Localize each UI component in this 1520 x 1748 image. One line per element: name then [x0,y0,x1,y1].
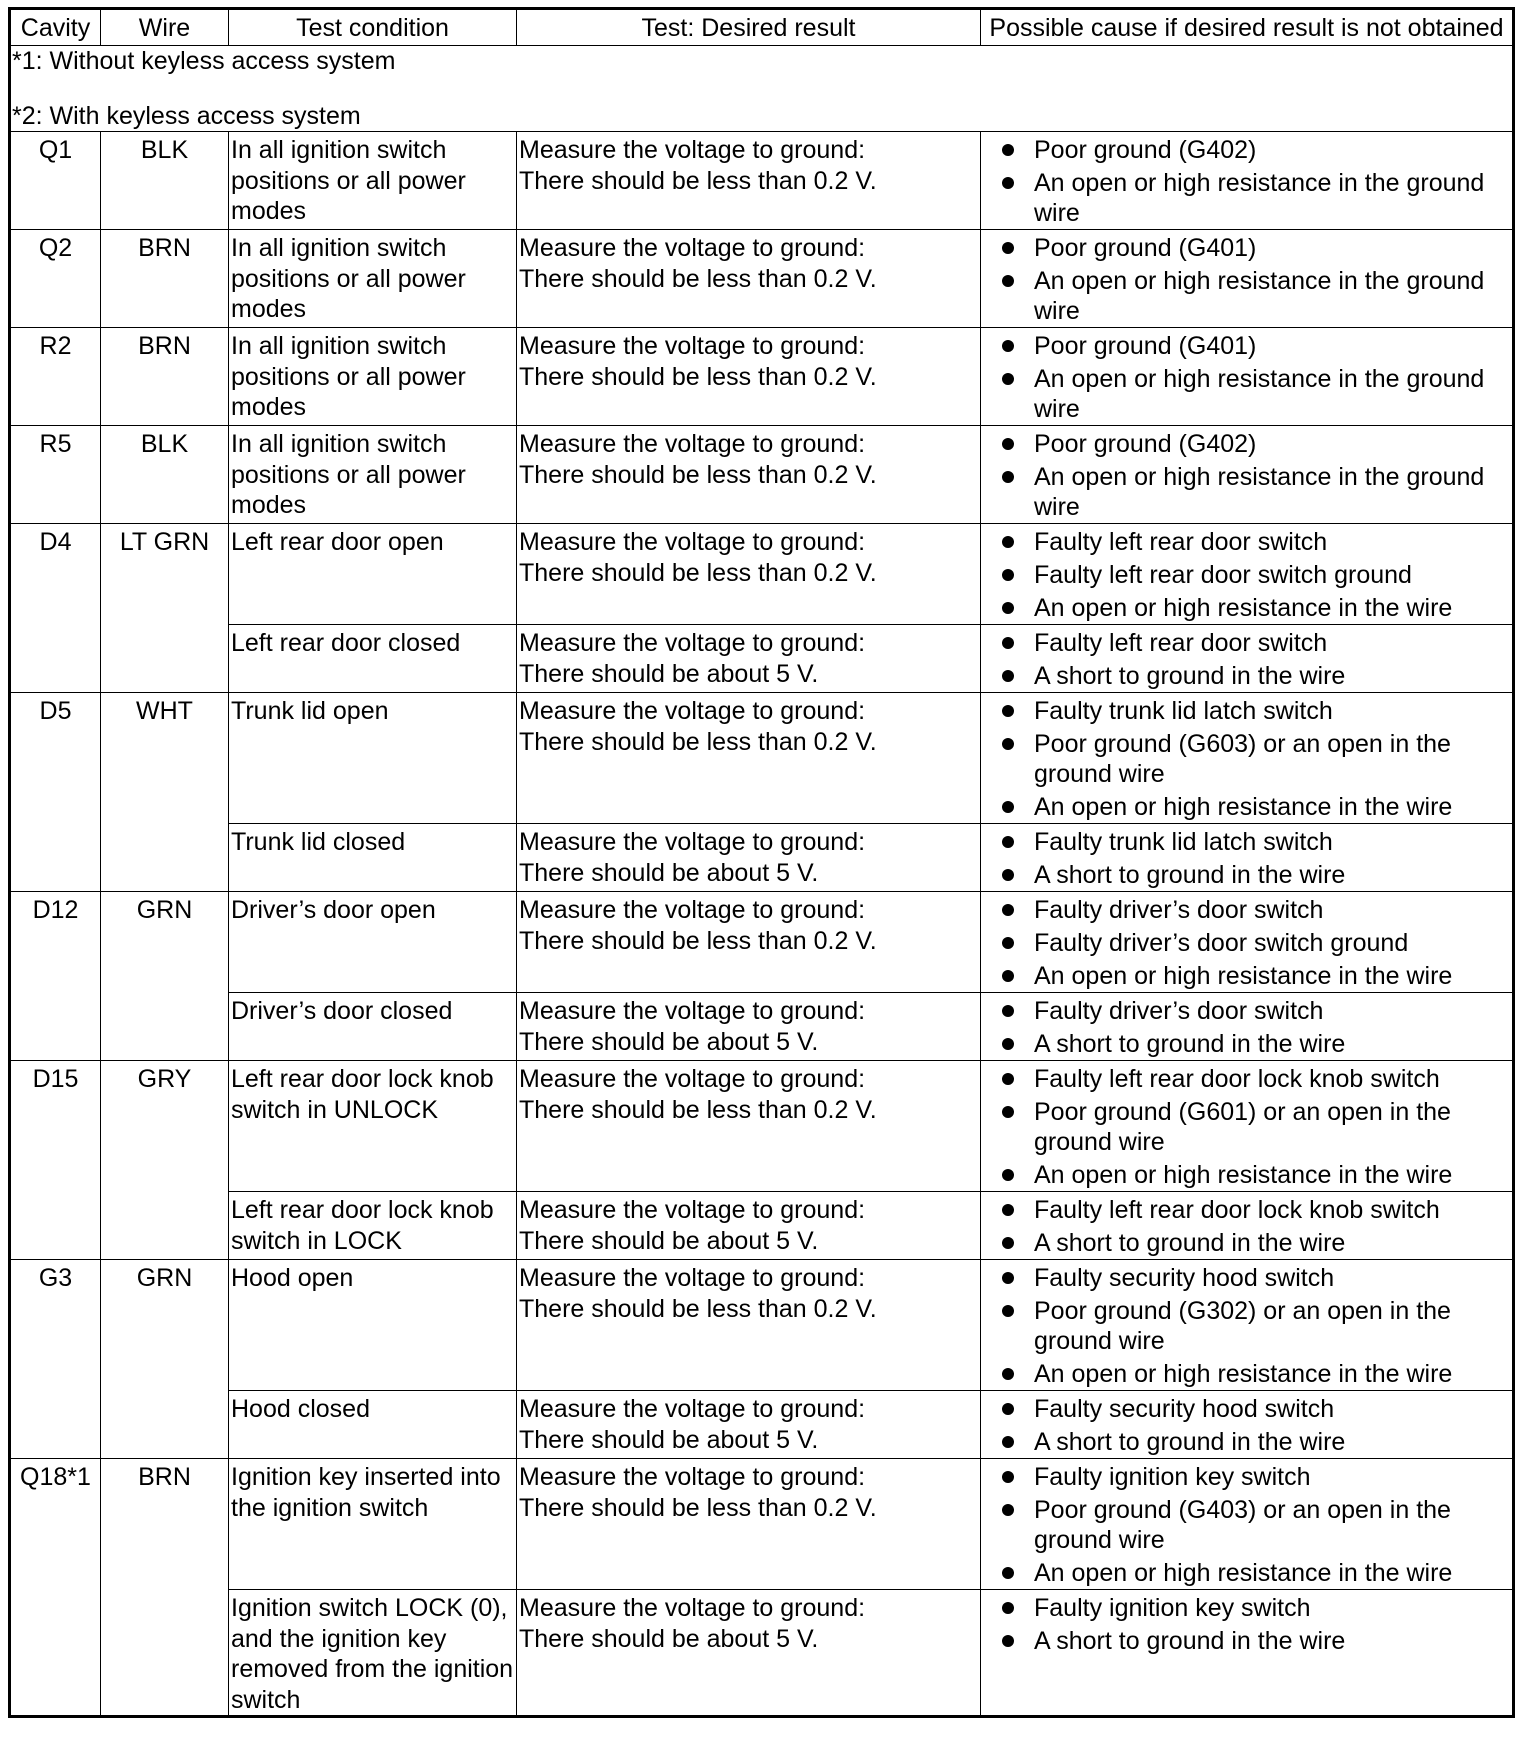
bullet-icon [1002,1567,1014,1579]
desired-result-cell [517,1391,981,1459]
result-line: Measure the voltage to ground: [519,997,866,1025]
cause-text: Poor ground (G403) or an open in the ground wire [1034,1496,1451,1554]
bullet-icon [1002,1635,1014,1647]
cause-list-item [997,1359,1508,1389]
cause-text: A short to ground in the wire [1034,1229,1346,1257]
bullet-icon [1002,1504,1014,1516]
cavity-cell: D4 [10,524,101,693]
result-line: There should be about 5 V. [519,659,819,688]
bullet-icon [1002,637,1014,649]
possible-cause-cell [981,1061,1514,1192]
table-row [10,625,1514,693]
bullet-icon [1002,1305,1014,1317]
cause-list-item [997,462,1508,522]
table-row [10,1459,1514,1590]
test-condition-cell: Left rear door open [229,524,517,625]
cause-list-item [997,1029,1508,1059]
result-line: There should be less than 0.2 V. [519,1095,877,1124]
bullet-icon [1002,275,1014,287]
cause-text: An open or high resistance in the wire [1034,793,1453,821]
header-row [10,9,1514,46]
test-condition-cell: Left rear door lock knob switch in UNLOCK [229,1061,517,1192]
cause-text: An open or high resistance in the ground wire [1034,365,1485,423]
result-line: There should be less than 0.2 V. [519,926,877,955]
bullet-icon [1002,738,1014,750]
bullet-icon [1002,1403,1014,1415]
cause-text: Faulty driver’s door switch [1034,997,1324,1025]
bullet-icon [1002,1073,1014,1085]
bullet-icon [1002,1005,1014,1017]
wire-color-cell: BRN [101,328,229,426]
cause-list [997,628,1508,691]
result-line: There should be about 5 V. [519,1624,819,1653]
cause-list-item [997,996,1508,1026]
cause-list [997,1263,1508,1389]
possible-cause-cell [981,426,1514,524]
result-line: There should be less than 0.2 V. [519,264,877,293]
result-line: Measure the voltage to ground: [519,1463,866,1491]
table-row [10,524,1514,625]
cause-list-item [997,1228,1508,1258]
footnotes-cell [10,46,1514,132]
bullet-icon [1002,869,1014,881]
table-row [10,1590,1514,1717]
possible-cause-cell [981,1391,1514,1459]
cause-list-item [997,1160,1508,1190]
result-line: Measure the voltage to ground: [519,1594,866,1622]
cause-list [997,996,1508,1059]
bullet-icon [1002,970,1014,982]
cause-text: Faulty left rear door lock knob switch [1034,1065,1440,1093]
cavity-cell: D15 [10,1061,101,1260]
cause-list [997,429,1508,522]
test-condition-cell: Driver’s door open [229,892,517,993]
bullet-icon [1002,1038,1014,1050]
bullet-icon [1002,1471,1014,1483]
test-condition-cell: In all ignition switch positions or all power modes [229,132,517,230]
cause-list-item [997,895,1508,925]
wire-color-cell: BRN [101,230,229,328]
cause-text: Poor ground (G603) or an open in the ground wire [1034,730,1451,788]
possible-cause-cell [981,1590,1514,1717]
cause-text: Poor ground (G402) [1034,430,1257,458]
cause-list-item [997,429,1508,459]
bullet-icon [1002,177,1014,189]
cause-list-item [997,1097,1508,1157]
cause-list-item [997,364,1508,424]
cause-list [997,827,1508,890]
bullet-icon [1002,536,1014,548]
cause-text: Poor ground (G401) [1034,332,1257,360]
bullet-icon [1002,670,1014,682]
result-line: Measure the voltage to ground: [519,629,866,657]
desired-result-cell [517,1061,981,1192]
desired-result-cell [517,1260,981,1391]
cause-text: Faulty left rear door switch [1034,528,1328,556]
wire-color-cell: BLK [101,426,229,524]
cause-text: An open or high resistance in the wire [1034,1559,1453,1587]
result-line: Measure the voltage to ground: [519,697,866,725]
cause-list-item [997,1195,1508,1225]
possible-cause-cell [981,328,1514,426]
result-line: Measure the voltage to ground: [519,136,866,164]
cause-text: Poor ground (G401) [1034,234,1257,262]
cause-list-item [997,1495,1508,1555]
cause-list-item [997,696,1508,726]
cause-list [997,1593,1508,1656]
cause-list-item [997,168,1508,228]
bullet-icon [1002,340,1014,352]
cause-text: A short to ground in the wire [1034,1428,1346,1456]
cause-list-item [997,961,1508,991]
bullet-icon [1002,569,1014,581]
result-line: Measure the voltage to ground: [519,1264,866,1292]
table-row [10,1061,1514,1192]
test-condition-cell: Left rear door lock knob switch in LOCK [229,1192,517,1260]
bullet-icon [1002,1204,1014,1216]
result-line: Measure the voltage to ground: [519,1065,866,1093]
desired-result-cell [517,132,981,230]
bullet-icon [1002,373,1014,385]
cause-text: Poor ground (G601) or an open in the ground wire [1034,1098,1451,1156]
bullet-icon [1002,801,1014,813]
possible-cause-cell [981,993,1514,1061]
header-cavity: Cavity [10,9,101,46]
cause-list-item [997,1462,1508,1492]
cause-text: A short to ground in the wire [1034,662,1346,690]
notes-row [10,46,1514,132]
table-row [10,328,1514,426]
cause-text: Faulty left rear door switch ground [1034,561,1412,589]
cause-text: Faulty security hood switch [1034,1264,1335,1292]
cause-list-item [997,1296,1508,1356]
desired-result-cell [517,426,981,524]
possible-cause-cell [981,132,1514,230]
cause-list-item [997,661,1508,691]
possible-cause-cell [981,625,1514,693]
result-line: There should be less than 0.2 V. [519,362,877,391]
circuit-test-document [8,7,1512,1718]
cause-list-item [997,1064,1508,1094]
cause-text: Faulty driver’s door switch ground [1034,929,1409,957]
result-line: Measure the voltage to ground: [519,1196,866,1224]
cause-text: Faulty security hood switch [1034,1395,1335,1423]
result-line: There should be less than 0.2 V. [519,727,877,756]
table-row [10,426,1514,524]
cause-list-item [997,560,1508,590]
test-condition-cell: Left rear door closed [229,625,517,693]
bullet-icon [1002,1368,1014,1380]
cause-list [997,527,1508,623]
desired-result-cell [517,693,981,824]
result-line: There should be less than 0.2 V. [519,460,877,489]
result-line: There should be about 5 V. [519,1425,819,1454]
desired-result-cell [517,1590,981,1717]
result-line: Measure the voltage to ground: [519,234,866,262]
result-line: There should be less than 0.2 V. [519,1294,877,1323]
wire-color-cell: GRN [101,892,229,1061]
header-possible-cause: Possible cause if desired result is not obtained [981,9,1514,46]
desired-result-cell [517,230,981,328]
cause-text: An open or high resistance in the ground wire [1034,463,1485,521]
desired-result-cell [517,625,981,693]
wire-color-cell: GRY [101,1061,229,1260]
cause-list-item [997,860,1508,890]
footnote-1: *1: Without keyless access system [12,47,396,75]
result-line: Measure the voltage to ground: [519,430,866,458]
cause-list-item [997,1427,1508,1457]
result-line: Measure the voltage to ground: [519,828,866,856]
result-line: There should be less than 0.2 V. [519,558,877,587]
cause-list-item [997,1626,1508,1656]
bullet-icon [1002,1169,1014,1181]
cavity-cell: Q2 [10,230,101,328]
test-condition-cell: Hood open [229,1260,517,1391]
table-row [10,993,1514,1061]
cause-list-item [997,135,1508,165]
table-row [10,230,1514,328]
result-line: There should be about 5 V. [519,858,819,887]
possible-cause-cell [981,693,1514,824]
cavity-cell: R5 [10,426,101,524]
wire-color-cell: GRN [101,1260,229,1459]
result-line: Measure the voltage to ground: [519,528,866,556]
cause-list [997,1462,1508,1588]
bullet-icon [1002,471,1014,483]
cause-text: Faulty left rear door lock knob switch [1034,1196,1440,1224]
test-condition-cell: In all ignition switch positions or all power modes [229,328,517,426]
bullet-icon [1002,1106,1014,1118]
cause-text: An open or high resistance in the ground wire [1034,267,1485,325]
result-line: Measure the voltage to ground: [519,1395,866,1423]
desired-result-cell [517,328,981,426]
cavity-cell: Q18*1 [10,1459,101,1717]
test-condition-cell: Ignition switch LOCK (0), and the ignition key removed from the ignition switch [229,1590,517,1717]
bullet-icon [1002,602,1014,614]
result-line: Measure the voltage to ground: [519,896,866,924]
table-row [10,1192,1514,1260]
cause-list [997,135,1508,228]
cause-list-item [997,233,1508,263]
cavity-cell: D5 [10,693,101,892]
cause-text: An open or high resistance in the wire [1034,962,1453,990]
cause-list-item [997,1558,1508,1588]
cause-list-item [997,928,1508,958]
desired-result-cell [517,993,981,1061]
test-condition-cell: Hood closed [229,1391,517,1459]
table-row [10,693,1514,824]
bullet-icon [1002,242,1014,254]
cause-list-item [997,792,1508,822]
cause-list [997,1394,1508,1457]
bullet-icon [1002,1272,1014,1284]
desired-result-cell [517,1459,981,1590]
cause-list-item [997,628,1508,658]
input-test-table [8,7,1515,1718]
possible-cause-cell [981,892,1514,993]
bullet-icon [1002,438,1014,450]
result-line: Measure the voltage to ground: [519,332,866,360]
possible-cause-cell [981,1459,1514,1590]
cavity-cell: G3 [10,1260,101,1459]
cavity-cell: Q1 [10,132,101,230]
cause-text: Faulty left rear door switch [1034,629,1328,657]
result-line: There should be less than 0.2 V. [519,1493,877,1522]
test-condition-cell: Ignition key inserted into the ignition switch [229,1459,517,1590]
desired-result-cell [517,524,981,625]
result-line: There should be about 5 V. [519,1226,819,1255]
cause-list [997,233,1508,326]
bullet-icon [1002,904,1014,916]
desired-result-cell [517,824,981,892]
cause-text: Faulty ignition key switch [1034,1594,1311,1622]
bullet-icon [1002,705,1014,717]
header-test-condition: Test condition [229,9,517,46]
cause-text: An open or high resistance in the ground wire [1034,169,1485,227]
desired-result-cell [517,892,981,993]
cavity-cell: R2 [10,328,101,426]
cavity-cell: D12 [10,892,101,1061]
test-condition-cell: Trunk lid closed [229,824,517,892]
possible-cause-cell [981,1260,1514,1391]
wire-color-cell: BRN [101,1459,229,1717]
cause-text: A short to ground in the wire [1034,1627,1346,1655]
table-row [10,1260,1514,1391]
bullet-icon [1002,1602,1014,1614]
possible-cause-cell [981,824,1514,892]
cause-text: Faulty ignition key switch [1034,1463,1311,1491]
cause-list [997,895,1508,991]
cause-list [997,696,1508,822]
result-line: There should be about 5 V. [519,1027,819,1056]
cause-list-item [997,331,1508,361]
wire-color-cell: WHT [101,693,229,892]
bullet-icon [1002,1436,1014,1448]
cause-list-item [997,593,1508,623]
wire-color-cell: LT GRN [101,524,229,693]
table-row [10,132,1514,230]
cause-list-item [997,729,1508,789]
test-condition-cell: In all ignition switch positions or all power modes [229,230,517,328]
result-line: There should be less than 0.2 V. [519,166,877,195]
wire-color-cell: BLK [101,132,229,230]
desired-result-cell [517,1192,981,1260]
test-condition-cell: Driver’s door closed [229,993,517,1061]
cause-list-item [997,1593,1508,1623]
bullet-icon [1002,836,1014,848]
bullet-icon [1002,144,1014,156]
table-row [10,892,1514,993]
table-row [10,824,1514,892]
cause-list [997,331,1508,424]
cause-text: Poor ground (G402) [1034,136,1257,164]
bullet-icon [1002,937,1014,949]
header-desired-result: Test: Desired result [517,9,981,46]
cause-text: Faulty trunk lid latch switch [1034,697,1333,725]
cause-list-item [997,1263,1508,1293]
cause-text: Poor ground (G302) or an open in the ground wire [1034,1297,1451,1355]
cause-list-item [997,827,1508,857]
cause-text: A short to ground in the wire [1034,861,1346,889]
cause-text: An open or high resistance in the wire [1034,594,1453,622]
cause-text: An open or high resistance in the wire [1034,1360,1453,1388]
table-row [10,1391,1514,1459]
header-wire: Wire [101,9,229,46]
cause-list-item [997,1394,1508,1424]
test-condition-cell: Trunk lid open [229,693,517,824]
cause-list [997,1064,1508,1190]
cause-list [997,1195,1508,1258]
cause-text: An open or high resistance in the wire [1034,1161,1453,1189]
possible-cause-cell [981,524,1514,625]
bullet-icon [1002,1237,1014,1249]
possible-cause-cell [981,1192,1514,1260]
cause-list-item [997,266,1508,326]
cause-text: Faulty driver’s door switch [1034,896,1324,924]
cause-text: Faulty trunk lid latch switch [1034,828,1333,856]
cause-list-item [997,527,1508,557]
footnote-2: *2: With keyless access system [12,102,361,130]
test-condition-cell: In all ignition switch positions or all power modes [229,426,517,524]
cause-text: A short to ground in the wire [1034,1030,1346,1058]
possible-cause-cell [981,230,1514,328]
